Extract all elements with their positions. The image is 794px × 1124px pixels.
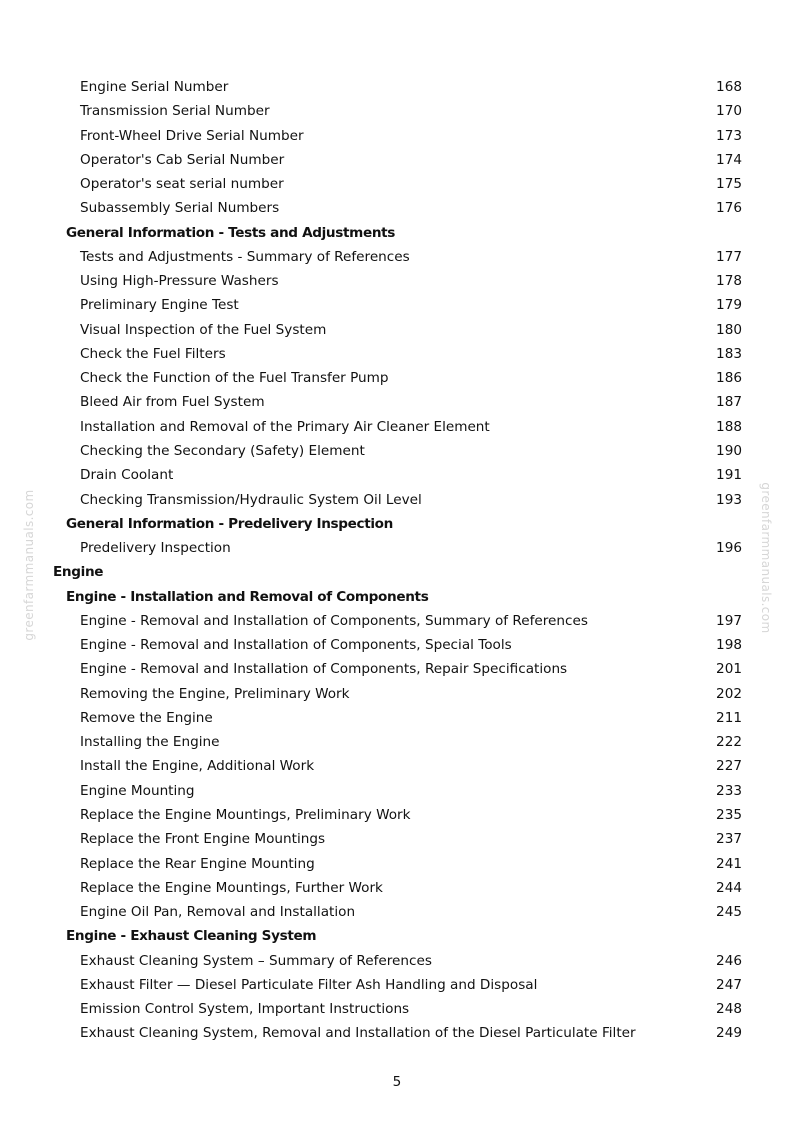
toc-entry-title: Check the Fuel Filters bbox=[80, 345, 226, 362]
toc-entry-title: Exhaust Cleaning System, Removal and Installation of the Diesel Particulate Filter bbox=[80, 1025, 636, 1042]
toc-entry-title: Engine - Removal and Installation of Components, Summary of References bbox=[80, 612, 588, 629]
toc-entry-title: Subassembly Serial Numbers bbox=[80, 200, 280, 217]
toc-entry-page: 170 bbox=[716, 103, 742, 120]
toc-entry[interactable] bbox=[0, 754, 794, 778]
toc-entry-page: 198 bbox=[716, 637, 742, 654]
toc-entry-page: 178 bbox=[716, 273, 742, 290]
toc-entry-page: 201 bbox=[716, 661, 742, 678]
toc-entry-title: Engine Oil Pan, Removal and Installation bbox=[80, 904, 356, 921]
toc-entry-title: Front-Wheel Drive Serial Number bbox=[80, 127, 304, 144]
toc-entry[interactable] bbox=[0, 366, 794, 390]
toc-entry-page: 176 bbox=[716, 200, 742, 217]
toc-entry-page: 211 bbox=[716, 709, 742, 726]
toc-entry-title: Engine - Removal and Installation of Components, Repair Specifications bbox=[80, 661, 568, 678]
toc-entry-title: Replace the Engine Mountings, Preliminary Work bbox=[80, 806, 411, 823]
toc-entry-title: Using High-Pressure Washers bbox=[80, 273, 279, 290]
toc-entry[interactable] bbox=[0, 75, 794, 99]
toc-entry-page: 245 bbox=[716, 904, 742, 921]
toc-entry-title: Operator's Cab Serial Number bbox=[80, 151, 285, 168]
toc-entry-title: Tests and Adjustments - Summary of References bbox=[80, 248, 410, 265]
toc-entry-title: Replace the Rear Engine Mounting bbox=[80, 855, 315, 872]
toc-entry[interactable] bbox=[0, 196, 794, 220]
toc-chapter-heading bbox=[0, 560, 794, 584]
toc-entry-title: Engine - Exhaust Cleaning System bbox=[66, 928, 317, 945]
toc-entry[interactable] bbox=[0, 439, 794, 463]
toc-entry-title: Engine - Removal and Installation of Components, Special Tools bbox=[80, 637, 512, 654]
toc-entry-page: 186 bbox=[716, 370, 742, 387]
watermark-left: greenfarmmanuals.com bbox=[22, 489, 36, 641]
toc-entry[interactable] bbox=[0, 706, 794, 730]
toc-entry-page: 233 bbox=[716, 782, 742, 799]
toc-entry-page: 179 bbox=[716, 297, 742, 314]
watermark-right: greenfarmmanuals.com bbox=[759, 482, 773, 634]
toc-entry-page: 241 bbox=[716, 855, 742, 872]
toc-entry-title: Preliminary Engine Test bbox=[80, 297, 239, 314]
toc-entry-title: Check the Function of the Fuel Transfer Pump bbox=[80, 370, 389, 387]
toc-entry-title: Install the Engine, Additional Work bbox=[80, 758, 315, 775]
toc-entry-page: 188 bbox=[716, 418, 742, 435]
toc-entry[interactable] bbox=[0, 293, 794, 317]
toc-entry-page: 248 bbox=[716, 1001, 742, 1018]
toc-entry-page: 193 bbox=[716, 491, 742, 508]
toc-entry-title: Replace the Front Engine Mountings bbox=[80, 831, 326, 848]
toc-entry[interactable] bbox=[0, 682, 794, 706]
toc-entry-page: 235 bbox=[716, 806, 742, 823]
toc-section-heading bbox=[0, 585, 794, 609]
toc-entry-title: Bleed Air from Fuel System bbox=[80, 394, 265, 411]
toc-entry[interactable] bbox=[0, 488, 794, 512]
toc-entry-page: 197 bbox=[716, 612, 742, 629]
toc-entry-page: 173 bbox=[716, 127, 742, 144]
toc-entry-title: Visual Inspection of the Fuel System bbox=[80, 321, 327, 338]
toc-entry-title: Emission Control System, Important Instructions bbox=[80, 1001, 410, 1018]
toc-entry-title: Checking Transmission/Hydraulic System Oil Level bbox=[80, 491, 422, 508]
toc-entry[interactable] bbox=[0, 148, 794, 172]
toc-entry-page: 183 bbox=[716, 345, 742, 362]
toc-entry-title: Exhaust Filter — Diesel Particulate Filter Ash Handling and Disposal bbox=[80, 976, 538, 993]
toc-entry-page: 249 bbox=[716, 1025, 742, 1042]
toc-entry-title: General Information - Predelivery Inspection bbox=[66, 515, 393, 532]
toc-entry-page: 237 bbox=[716, 831, 742, 848]
toc-entry[interactable] bbox=[0, 657, 794, 681]
toc-entry-title: Engine - Installation and Removal of Components bbox=[66, 588, 429, 605]
toc-entry[interactable] bbox=[0, 415, 794, 439]
toc-entry-page: 196 bbox=[716, 540, 742, 557]
toc-entry-page: 190 bbox=[716, 442, 742, 459]
toc-entry[interactable] bbox=[0, 172, 794, 196]
toc-entry[interactable] bbox=[0, 99, 794, 123]
toc-entry[interactable] bbox=[0, 852, 794, 876]
toc-entry[interactable] bbox=[0, 609, 794, 633]
toc-entry-title: Operator's seat serial number bbox=[80, 176, 284, 193]
toc-entry[interactable] bbox=[0, 633, 794, 657]
toc-entry[interactable] bbox=[0, 245, 794, 269]
toc-entry[interactable] bbox=[0, 900, 794, 924]
toc-entry-page: 187 bbox=[716, 394, 742, 411]
toc-entry-title: Transmission Serial Number bbox=[80, 103, 270, 120]
toc-entry-page: 174 bbox=[716, 151, 742, 168]
toc-entry-title: Engine Mounting bbox=[80, 782, 195, 799]
toc-entry[interactable] bbox=[0, 390, 794, 414]
toc-entry[interactable] bbox=[0, 318, 794, 342]
toc-entry-page: 177 bbox=[716, 248, 742, 265]
toc-entry-title: Drain Coolant bbox=[80, 467, 174, 484]
page-number: 5 bbox=[392, 1074, 402, 1090]
toc-entry-title: Engine Serial Number bbox=[80, 79, 229, 95]
toc-entry[interactable] bbox=[0, 124, 794, 148]
toc-entry-page: 202 bbox=[716, 685, 742, 702]
toc-section-heading bbox=[0, 924, 794, 948]
toc-entry[interactable] bbox=[0, 730, 794, 754]
toc-entry-page: 244 bbox=[716, 879, 742, 896]
toc-entry-title: Installing the Engine bbox=[80, 734, 220, 751]
toc-entry-page: 227 bbox=[716, 758, 742, 775]
toc-entry-title: Checking the Secondary (Safety) Element bbox=[80, 442, 365, 459]
toc-entry-page: 175 bbox=[716, 176, 742, 193]
toc-entry[interactable] bbox=[0, 536, 794, 560]
toc-entry[interactable] bbox=[0, 827, 794, 851]
toc-entry[interactable] bbox=[0, 949, 794, 973]
toc-entry[interactable] bbox=[0, 997, 794, 1021]
toc-entry[interactable] bbox=[0, 269, 794, 293]
toc-entry-title: Replace the Engine Mountings, Further Work bbox=[80, 879, 383, 896]
toc-entry-page: 180 bbox=[716, 321, 742, 338]
table-of-contents bbox=[0, 75, 794, 1046]
toc-entry[interactable] bbox=[0, 876, 794, 900]
toc-entry[interactable] bbox=[0, 973, 794, 997]
toc-section-heading bbox=[0, 512, 794, 536]
toc-entry-page: 222 bbox=[716, 734, 742, 751]
toc-entry-page: 246 bbox=[716, 952, 742, 969]
toc-entry[interactable] bbox=[0, 803, 794, 827]
toc-entry-page: 168 bbox=[716, 79, 742, 95]
toc-entry-page: 191 bbox=[716, 467, 742, 484]
toc-entry[interactable] bbox=[0, 779, 794, 803]
toc-entry-title: Predelivery Inspection bbox=[80, 540, 231, 557]
toc-entry-title: Remove the Engine bbox=[80, 709, 213, 726]
toc-entry-title: Engine bbox=[53, 564, 104, 581]
toc-section-heading bbox=[0, 221, 794, 245]
toc-entry[interactable] bbox=[0, 342, 794, 366]
toc-entry-title: Installation and Removal of the Primary Air Cleaner Element bbox=[80, 418, 490, 435]
toc-entry[interactable] bbox=[0, 463, 794, 487]
toc-entry-page: 247 bbox=[716, 976, 742, 993]
toc-entry[interactable] bbox=[0, 1021, 794, 1045]
toc-entry-title: Exhaust Cleaning System – Summary of References bbox=[80, 952, 432, 969]
toc-entry-title: Removing the Engine, Preliminary Work bbox=[80, 685, 350, 702]
toc-entry-title: General Information - Tests and Adjustments bbox=[66, 224, 396, 241]
